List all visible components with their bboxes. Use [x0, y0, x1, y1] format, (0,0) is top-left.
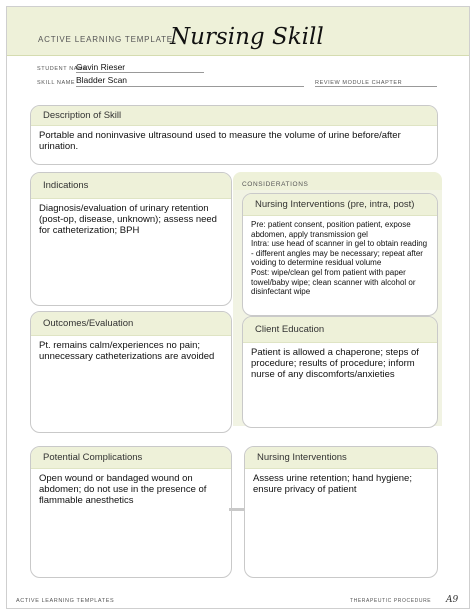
skill-name-label: SKILL NAME: [37, 80, 76, 86]
nursing-interventions-card: [244, 446, 438, 578]
review-module-label: REVIEW MODULE CHAPTER: [315, 80, 403, 86]
indications-text[interactable]: Diagnosis/evaluation of urinary retention (post-op, disease, unknown); assess need for catheterization; BPH: [39, 203, 217, 236]
client-education-text[interactable]: Patient is allowed a chaperone; steps of procedure; results of procedure; inform nurse of any discomforts/anxieties: [251, 347, 419, 380]
description-text[interactable]: Portable and noninvasive ultrasound used to measure the volume of urine before/after urination.: [39, 130, 401, 152]
footer-left-label: ACTIVE LEARNING TEMPLATES: [16, 598, 115, 604]
student-name-label: STUDENT NAME: [37, 66, 88, 72]
client-education-title: Client Education: [243, 317, 437, 343]
outcomes-text[interactable]: Pt. remains calm/experiences no pain; unnecessary catheterizations are avoided: [39, 340, 215, 362]
indications-title: Indications: [31, 173, 231, 199]
considerations-label: CONSIDERATIONS: [242, 181, 309, 188]
complications-title: Potential Complications: [31, 447, 231, 469]
outcomes-title: Outcomes/Evaluation: [31, 312, 231, 336]
nursing-interventions-pip-card: [242, 193, 438, 316]
indications-card: [30, 172, 232, 306]
outcomes-card: [30, 311, 232, 433]
review-module-underline: [315, 86, 437, 87]
footer-right-label: THERAPEUTIC PROCEDURE: [350, 598, 432, 604]
nursing-interventions-pip-text[interactable]: Pre: patient consent, position patient, expose abdomen, apply transmission gel Intra: use head of scanner in gel to obtain reading - different angles may be necessary; repeat after voiding to determine residual volume Post: wipe/clean gel from patient with paper towel/baby wipe; clean scanner with alcohol or disinfectant wipe: [251, 220, 428, 297]
template-title: Nursing Skill: [170, 24, 324, 50]
skill-name-underline: [76, 86, 304, 87]
description-title: Description of Skill: [31, 106, 437, 126]
nursing-interventions-title: Nursing Interventions: [245, 447, 437, 469]
nursing-interventions-pip-title: Nursing Interventions (pre, intra, post): [243, 194, 437, 216]
nursing-interventions-text[interactable]: Assess urine retention; hand hygiene; ensure privacy of patient: [253, 473, 412, 495]
footer-page-number: A9: [446, 595, 459, 605]
template-label: ACTIVE LEARNING TEMPLATE:: [38, 35, 176, 44]
description-card: [30, 105, 438, 165]
client-education-card: [242, 316, 438, 428]
skill-name-value[interactable]: Bladder Scan: [76, 75, 128, 85]
complications-text[interactable]: Open wound or bandaged wound on abdomen; do not use in the presence of flammable anesthetics: [39, 473, 207, 506]
student-name-value[interactable]: Gavin Rieser: [76, 62, 126, 72]
complications-card: [30, 446, 232, 578]
student-name-underline: [76, 72, 204, 73]
card-connector: [229, 508, 245, 511]
template-header: [7, 7, 469, 56]
